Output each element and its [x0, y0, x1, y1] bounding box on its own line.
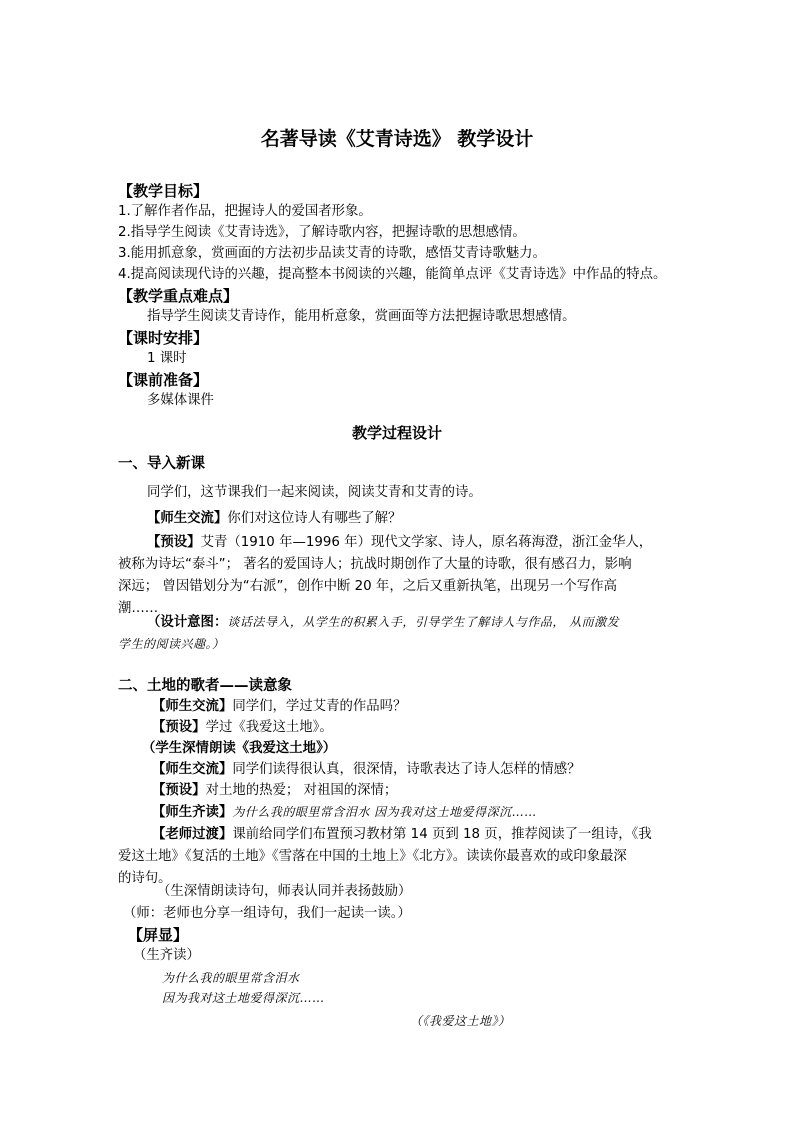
preparation-text: 多媒体课件	[147, 393, 214, 408]
schedule-text: 1 课时	[147, 351, 187, 366]
exchange-line	[152, 760, 581, 780]
exchange-tag: 【师生交流】	[152, 762, 233, 777]
note-line: （生深情朗读诗句，师表认同并表扬鼓励）	[157, 884, 412, 899]
reading-note: （学生深情朗读《我爱这土地》）	[142, 741, 337, 756]
exchange-text: 同学们读得很认真，很深情，诗歌表达了诗人怎样的情感？	[232, 762, 581, 777]
objective-item: 3.能用抓意象，赏画面的方法初步品读艾青的诗歌，感悟艾青诗歌魅力。	[118, 246, 546, 261]
objective-item: 4.提高阅读现代诗的兴趣，提高整本书阅读的兴趣，能简单点评《艾青诗选》中作品的特点。	[118, 267, 667, 282]
screen-heading: 【屏显】	[128, 926, 189, 944]
chorus-text: 为什么我的眼里常含泪水 因为我对这土地爱得深沉……	[232, 805, 537, 819]
preset-text: 艾青（1910 年—1996 年）现代文学家、诗人，原名蒋海澄，浙江金华人，	[200, 535, 653, 550]
preset-text: 学过《我爱这土地》。	[205, 720, 333, 735]
chorus-tag: 【师生齐读】	[152, 805, 233, 820]
schedule-heading: 【课时安排】	[118, 329, 209, 347]
section2-heading: 二、土地的歌者——读意象	[118, 678, 292, 694]
exchange-tag: 【师生交流】	[147, 511, 228, 526]
process-title: 教学过程设计	[351, 424, 442, 442]
transition-text: 课前给同学们布置预习教材第 14 页到 18 页，推荐阅读了一组诗，《我	[232, 827, 652, 842]
design-intent-text: 谈话法导入，从学生的积累入手，引导学生了解诗人与作品， 从而激发	[227, 615, 620, 629]
preset-tag: 【预设】	[147, 535, 201, 550]
exchange-line	[147, 509, 401, 529]
exchange-tag: 【师生交流】	[152, 699, 233, 714]
section1-intro: 同学们，这节课我们一起来阅读，阅读艾青和艾青的诗。	[147, 485, 482, 500]
section1-heading: 一、导入新课	[118, 456, 205, 472]
preset-text: 潮……	[118, 601, 159, 616]
chorus-line	[152, 802, 537, 823]
transition-text: 爱这土地》《复活的土地》《雪落在中国的土地上》《北方》。读读你最喜欢的或印象最深	[118, 849, 627, 864]
preset-line	[152, 781, 397, 801]
note-line: （师：老师也分享一组诗句，我们一起读一读。）	[123, 906, 411, 921]
preparation-heading: 【课前准备】	[118, 371, 209, 389]
key-points-heading: 【教学重点难点】	[118, 287, 239, 305]
exchange-text: 同学们，学过艾青的作品吗？	[232, 699, 407, 714]
design-intent-line	[147, 612, 619, 633]
objective-item: 1.了解作者作品，把握诗人的爱国者形象。	[118, 204, 372, 219]
objective-item: 2.指导学生阅读《艾青诗选》，了解诗歌内容，把握诗歌的思想感情。	[118, 225, 526, 240]
key-points-text: 指导学生阅读艾青诗作，能用析意象，赏画面等方法把握诗歌思想感情。	[147, 309, 576, 324]
poem-line: 为什么我的眼里常含泪水	[162, 971, 300, 985]
poem-line: 因为我对这土地爱得深沉……	[162, 991, 325, 1005]
preset-tag: 【预设】	[152, 720, 206, 735]
transition-text: 的诗句。	[118, 871, 172, 886]
objectives-heading: 【教学目标】	[118, 182, 209, 200]
transition-line	[152, 825, 652, 845]
preset-line	[152, 718, 333, 738]
transition-tag: 【老师过渡】	[152, 827, 233, 842]
preset-text: 深远； 曾因错划分为“右派”，创作中断 20 年，之后又重新执笔，出现另一个写作高	[118, 579, 617, 594]
preset-text: 被称为诗坛“泰斗”； 著名的爱国诗人；抗战时期创作了大量的诗歌，很有感召力，影响	[118, 557, 632, 572]
design-intent-text: 学生的阅读兴趣。）	[118, 637, 225, 651]
preset-text: 对土地的热爱； 对祖国的深情；	[205, 783, 398, 798]
poem-source: （《我爱这土地》）	[410, 1014, 511, 1028]
design-intent-tag: （设计意图：	[147, 615, 228, 630]
exchange-line	[152, 697, 406, 717]
preset-line	[147, 533, 652, 553]
chorus-note: （生齐读）	[133, 948, 200, 963]
preset-tag: 【预设】	[152, 783, 206, 798]
exchange-text: 你们对这位诗人有哪些了解？	[227, 511, 402, 526]
document-title: 名著导读《艾青诗选》 教学设计	[260, 128, 534, 150]
